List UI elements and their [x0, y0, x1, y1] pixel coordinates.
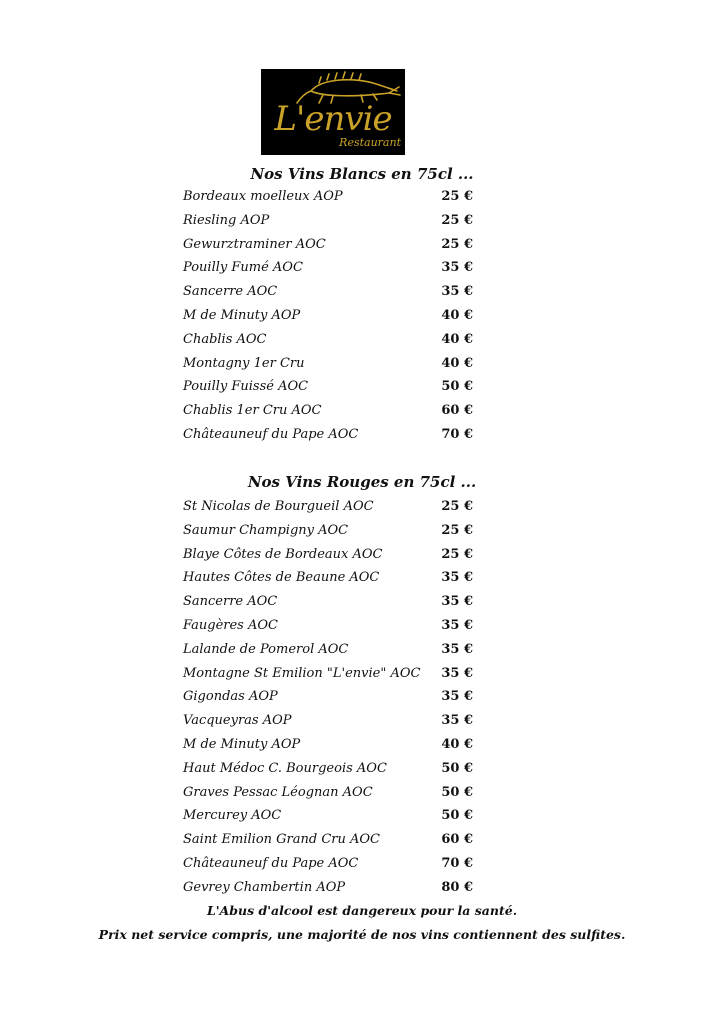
wine-row — [183, 233, 473, 257]
wine-price: 70 € — [441, 426, 473, 442]
wine-row — [183, 209, 473, 233]
wine-price: 35 € — [441, 260, 473, 276]
wine-name: Pouilly Fumé AOC — [183, 260, 303, 276]
wine-price: 40 € — [441, 307, 473, 323]
wine-name: Châteauneuf du Pape AOC — [183, 426, 359, 442]
wine-name: Hautes Côtes de Beaune AOC — [183, 570, 380, 586]
wine-row — [183, 804, 473, 828]
wine-name: Montagny 1er Cru — [183, 355, 305, 371]
wine-price: 35 € — [441, 570, 473, 586]
price-note: Prix net service compris, une majorité de nos vins contiennent des sulfites. — [98, 927, 626, 942]
alcohol-warning: L'Abus d'alcool est dangereux pour la santé. — [206, 903, 518, 918]
wine-price: 35 € — [441, 689, 473, 705]
wine-row — [183, 375, 473, 399]
wine-name: M de Minuty AOP — [183, 736, 301, 752]
wine-name: Mercurey AOC — [183, 808, 282, 824]
wine-name: Chablis AOC — [183, 331, 267, 347]
white-wines-list — [183, 185, 473, 447]
wine-row — [183, 828, 473, 852]
wine-row — [183, 852, 473, 876]
wine-row — [183, 757, 473, 781]
wine-row — [183, 352, 473, 376]
wine-name: Faugères AOC — [183, 617, 278, 633]
wine-price: 60 € — [441, 832, 473, 848]
wine-name: Vacqueyras AOP — [183, 713, 292, 729]
wine-price: 25 € — [441, 546, 473, 562]
wine-row — [183, 256, 473, 280]
wine-row — [183, 876, 473, 900]
wine-row — [183, 685, 473, 709]
wine-name: Graves Pessac Léognan AOC — [183, 784, 373, 800]
wine-price: 25 € — [441, 189, 473, 204]
wine-price: 60 € — [441, 403, 473, 419]
wine-name: Pouilly Fuissé AOC — [183, 379, 309, 395]
wine-name: Saumur Champigny AOC — [183, 522, 349, 538]
wine-price: 40 € — [441, 355, 473, 371]
wine-name: Sancerre AOC — [183, 284, 278, 300]
wine-row — [183, 185, 473, 209]
wine-name: Châteauneuf du Pape AOC — [183, 855, 359, 871]
wine-name: Lalande de Pomerol AOC — [183, 641, 349, 657]
wine-price: 25 € — [441, 236, 473, 252]
wine-row — [183, 662, 473, 686]
wine-row — [183, 399, 473, 423]
wine-name: Chablis 1er Cru AOC — [183, 403, 322, 419]
wine-price: 25 € — [441, 212, 473, 228]
wine-name: Haut Médoc C. Bourgeois AOC — [183, 760, 387, 776]
wine-price: 35 € — [441, 617, 473, 633]
wine-row — [183, 423, 473, 447]
wine-name: Blaye Côtes de Bordeaux AOC — [183, 546, 383, 562]
wine-row — [183, 733, 473, 757]
wine-name: Gigondas AOP — [183, 689, 278, 705]
wine-price: 50 € — [441, 784, 473, 800]
red-wines-heading: Nos Vins Rouges en 75cl ... — [247, 473, 477, 491]
wine-price: 25 € — [441, 499, 473, 514]
white-wines-heading: Nos Vins Blancs en 75cl ... — [250, 165, 474, 183]
wine-name: Sancerre AOC — [183, 594, 278, 610]
wine-price: 35 € — [441, 641, 473, 657]
wine-name: Riesling AOP — [183, 212, 270, 228]
wine-row — [183, 543, 473, 567]
logo-subtitle: Restaurant — [339, 136, 401, 149]
wine-price: 50 € — [441, 808, 473, 824]
wine-row — [183, 638, 473, 662]
wine-price: 35 € — [441, 665, 473, 681]
wine-price: 70 € — [441, 855, 473, 871]
wine-name: St Nicolas de Bourgueil AOC — [183, 499, 374, 514]
wine-row — [183, 614, 473, 638]
wine-price: 40 € — [441, 331, 473, 347]
wine-name: Bordeaux moelleux AOP — [183, 189, 343, 204]
wine-name: Saint Emilion Grand Cru AOC — [183, 832, 380, 848]
wine-price: 35 € — [441, 713, 473, 729]
wine-name: M de Minuty AOP — [183, 307, 301, 323]
wine-name: Montagne St Emilion "L'envie" AOC — [183, 665, 421, 681]
wine-name: Gevrey Chambertin AOP — [183, 879, 346, 895]
logo-title: L'envie — [274, 99, 392, 139]
wine-price: 80 € — [441, 879, 473, 895]
wine-row — [183, 495, 473, 519]
wine-price: 50 € — [441, 760, 473, 776]
wine-row — [183, 781, 473, 805]
wine-price: 40 € — [441, 736, 473, 752]
wine-price: 35 € — [441, 594, 473, 610]
wine-row — [183, 709, 473, 733]
wine-price: 35 € — [441, 284, 473, 300]
wine-name: Gewurztraminer AOC — [183, 236, 326, 252]
restaurant-logo — [261, 69, 405, 155]
red-wines-list — [183, 495, 473, 900]
wine-row — [183, 566, 473, 590]
wine-price: 50 € — [441, 379, 473, 395]
wine-row — [183, 280, 473, 304]
wine-row — [183, 328, 473, 352]
wine-row — [183, 590, 473, 614]
wine-row — [183, 304, 473, 328]
wine-price: 25 € — [441, 522, 473, 538]
wine-row — [183, 519, 473, 543]
